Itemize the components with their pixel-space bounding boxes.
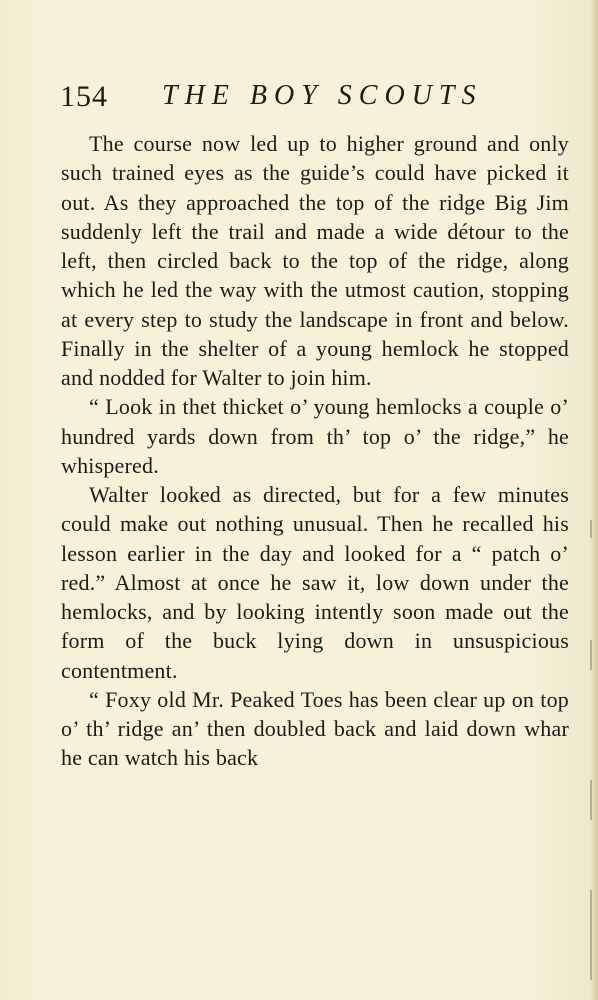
body-text	[61, 129, 569, 773]
paper-mark	[590, 640, 592, 670]
paragraph-1: The course now led up to higher ground and only such trained eyes as the guide’s could have picked it out. As they approached the top of the ridge Big Jim suddenly left the trail and made a wide détour to the left, then circled back to the top of the ridge, along which he led the way with the utmost caution, stopping at every step to study the landscape in front and below. Finally in the shelter of a young hemlock he stopped and nodded for Walter to join him.	[61, 131, 569, 390]
paragraph-2: “ Look in thet thicket o’ young hemlocks a couple o’ hundred yards down from th’ top o’ the ridge,” he whispered.	[61, 394, 569, 478]
page-header	[60, 78, 560, 118]
paragraph-4: “ Foxy old Mr. Peaked Toes has been clear up on top o’ th’ ridge an’ then doubled back and laid down whar he can watch his back	[61, 686, 569, 771]
paper-mark	[590, 780, 592, 820]
paper-mark	[590, 520, 592, 538]
page-number: 154	[60, 80, 108, 113]
paragraph-3: Walter looked as directed, but for a few minutes could make out nothing unusual. Then he recalled his lesson earlier in the day and looked for a “ patch o’ red.” Almost at once he saw it, low down under the hemlocks, and by looking intently soon made out the form of the buck lying down in unsuspicious contentment.	[61, 482, 569, 683]
page-edge	[590, 0, 598, 1000]
running-title: THE BOY SCOUTS	[162, 80, 483, 111]
paper-mark	[590, 890, 592, 980]
